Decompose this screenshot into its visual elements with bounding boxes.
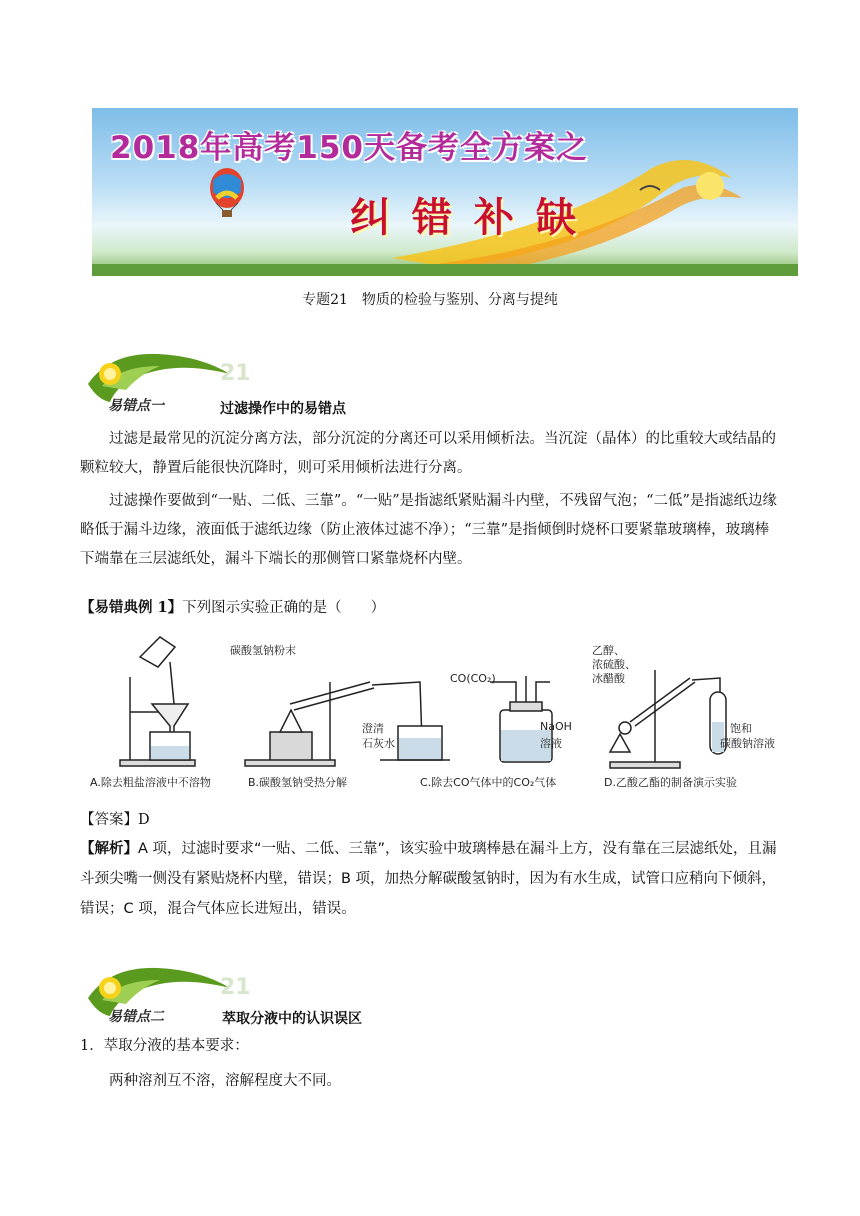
caption-b: B.碳酸氢钠受热分解 <box>248 776 348 789</box>
section-heading: 萃取分液中的认识误区 <box>222 1011 362 1027</box>
analysis-block <box>80 834 786 924</box>
label-na2co3-solution: 碳酸钠溶液 <box>720 737 775 750</box>
caption-c: C.除去CO气体中的CO₂气体 <box>420 776 557 789</box>
balloon-icon <box>210 168 244 217</box>
experiment-figure <box>80 622 790 800</box>
label-nahco3-powder: 碳酸氢钠粉末 <box>230 644 296 657</box>
caption-a: A.除去粗盐溶液中不溶物 <box>90 776 211 789</box>
svg-text:21: 21 <box>220 361 251 386</box>
example-question <box>80 593 385 623</box>
paragraph: 过滤操作要做到“一贴、二低、三靠”。“一贴”是指滤纸紧贴漏斗内壁，不残留气泡；“二低”是指滤纸边缘略低于漏斗边缘，液面低于滤纸边缘（防止液体过滤不净）；“三靠”是指倾倒时烧杯口要紧靠玻璃棒，玻璃棒下端靠在三层滤纸处，漏斗下端长的那侧管口紧靠烧杯内壁。 <box>80 493 777 567</box>
banner-subtitle: 纠错补缺 <box>350 194 598 241</box>
subject-title: 专题21 物质的检验与鉴别、分离与提纯 <box>302 292 558 308</box>
paragraph: 过滤是最常见的沉淀分离方法，部分沉淀的分离还可以采用倾析法。当沉淀（晶体）的比重较大或结晶的颗粒较大，静置后能很快沉降时，则可采用倾析法进行分离。 <box>80 431 776 476</box>
label-acetic-acid: 冰醋酸 <box>592 672 625 685</box>
paragraph: 两种溶剂互不溶，溶解程度大不同。 <box>109 1073 341 1089</box>
answer-line: 【答案】D <box>80 812 150 828</box>
caption-d: D.乙酸乙酯的制备演示实验 <box>604 776 737 789</box>
header-banner <box>92 108 798 276</box>
analysis-label: 【解析】 <box>80 841 138 857</box>
label-ethanol: 乙醇、 <box>592 644 625 657</box>
svg-text:21: 21 <box>220 975 251 1000</box>
label-limewater-2: 石灰水 <box>362 737 395 750</box>
question-text: 下列图示实验正确的是（ ） <box>182 600 386 616</box>
label-saturated: 饱和 <box>730 722 752 735</box>
label-naoh-solution: 溶液 <box>540 737 562 750</box>
list-item: 1．萃取分液的基本要求： <box>80 1038 249 1054</box>
section-heading: 过滤操作中的易错点 <box>220 401 346 417</box>
example-label: 【易错典例 1】 <box>80 599 183 616</box>
label-sulfuric-acid: 浓硫酸、 <box>592 658 636 671</box>
label-naoh: NaOH <box>540 720 572 733</box>
section-badge-label: 易错点二 <box>108 1009 164 1025</box>
label-limewater-1: 澄清 <box>362 722 384 735</box>
banner-title: 2018年高考150天备考全方案之 <box>110 130 588 166</box>
analysis-text: A 项，过滤时要求“一贴、二低、三靠”，该实验中玻璃棒悬在漏斗上方，没有靠在三层滤纸处，且漏斗颈尖嘴一侧没有紧贴烧杯内壁，错误；B 项，加热分解碳酸氢钠时，因为有水生成，试管口应稍向下倾斜，错误；C 项，混合气体应长进短出，错误。 <box>80 841 777 917</box>
section-badge-label: 易错点一 <box>108 398 164 414</box>
label-co-gas: CO(CO₂) <box>450 672 496 685</box>
